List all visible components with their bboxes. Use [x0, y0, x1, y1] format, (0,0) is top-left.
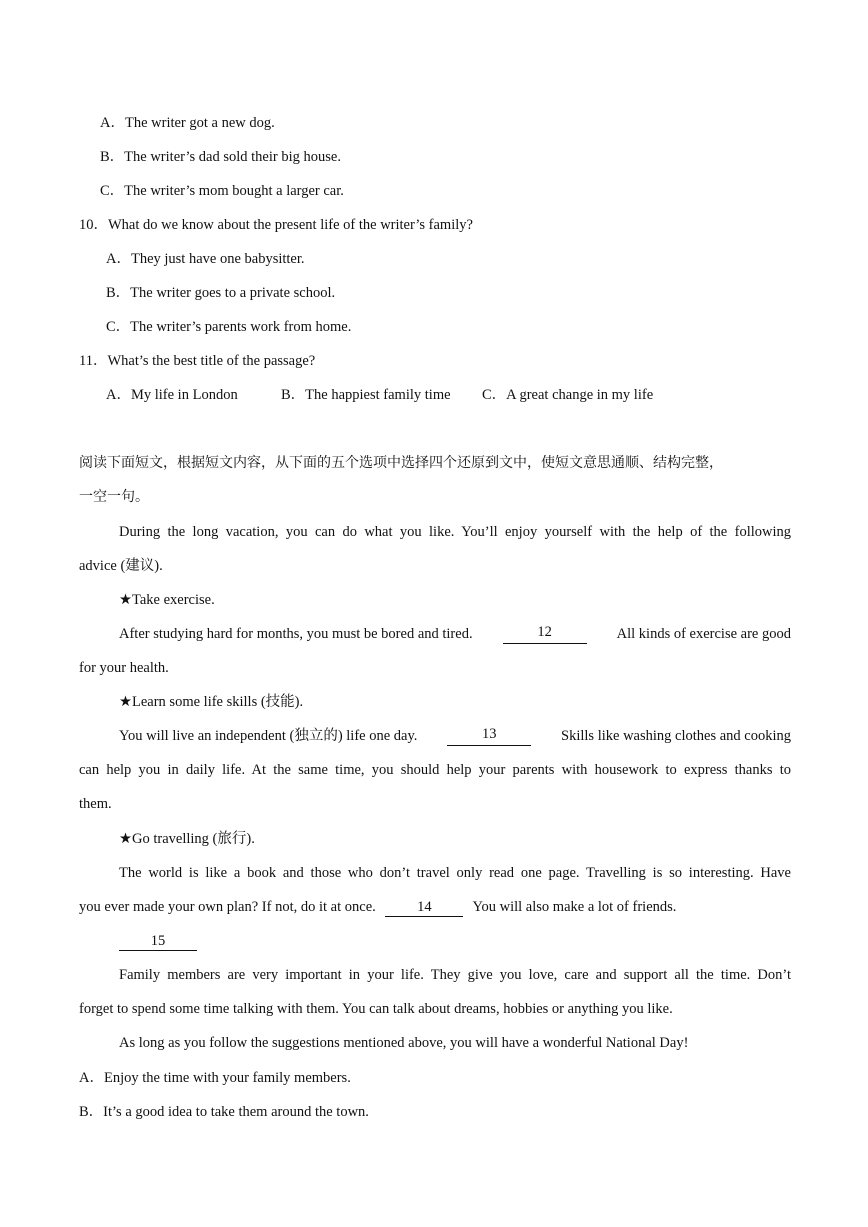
- q10-option-c: C．The writer’s parents work from home.: [106, 319, 352, 335]
- heading-blank-15: [119, 931, 197, 951]
- heading-go-travelling: ★Go travelling (旅行).: [119, 831, 255, 847]
- heading-life-skills: ★Learn some life skills (技能).: [119, 694, 304, 710]
- blank-12: 12: [503, 624, 587, 644]
- paragraph-3-text-before: you ever made your own plan? If not, do it at once.: [79, 899, 376, 915]
- q9-option-a: A．The writer got a new dog.: [100, 115, 275, 131]
- closing-sentence: As long as you follow the suggestions mentioned above, you will have a wonderful National Day!: [119, 1035, 689, 1051]
- paragraph-1-line-1: [119, 624, 791, 644]
- instructions-line-2: 一空一句。: [79, 489, 149, 505]
- paragraph-1-line-2: for your health.: [79, 660, 169, 676]
- paragraph-2-text-before: You will live an independent (独立的) life one day.: [119, 728, 418, 744]
- q11-option-b: B．The happiest family time: [281, 387, 451, 403]
- q10-option-a: A．They just have one babysitter.: [106, 251, 305, 267]
- answer-option-a: A．Enjoy the time with your family members.: [79, 1070, 351, 1086]
- paragraph-4-line-2: forget to spend some time talking with them. You can talk about dreams, hobbies or anything you like.: [79, 1001, 673, 1017]
- paragraph-3-text-after: You will also make a lot of friends.: [472, 899, 677, 915]
- paragraph-2-text-after: Skills like washing clothes and cooking: [561, 728, 791, 744]
- paragraph-1-text-after: All kinds of exercise are good: [616, 626, 791, 642]
- instructions-line-1: 阅读下面短文，根据短文内容，从下面的五个选项中选择四个还原到文中，使短文意思通顺、结构完整，: [79, 455, 723, 471]
- q9-option-c: C．The writer’s mom bought a larger car.: [100, 183, 344, 199]
- passage-intro-line-1: During the long vacation, you can do what you like. You’ll enjoy yourself with the help of the following: [119, 524, 791, 540]
- paragraph-1-text-before: After studying hard for months, you must be bored and tired.: [119, 626, 473, 642]
- q10-stem: 10．What do we know about the present life of the writer’s family?: [79, 217, 473, 233]
- q11-option-c: C．A great change in my life: [482, 387, 654, 403]
- blank-15: 15: [119, 933, 197, 951]
- q10-option-b: B．The writer goes to a private school.: [106, 285, 336, 301]
- blank-14: 14: [385, 899, 463, 917]
- paragraph-2-line-1: [119, 726, 791, 746]
- q11-option-a: A．My life in London: [106, 387, 238, 403]
- answer-option-b: B．It’s a good idea to take them around the town.: [79, 1104, 369, 1120]
- paragraph-4-line-1: Family members are very important in your life. They give you love, care and support all the time. Don’t: [119, 967, 791, 983]
- passage-intro-line-2: advice (建议).: [79, 558, 163, 574]
- blank-13: 13: [447, 726, 531, 746]
- paragraph-3-line-1: The world is like a book and those who don’t travel only read one page. Travelling is so interesting. Have: [119, 865, 791, 881]
- paragraph-2-line-2: can help you in daily life. At the same time, you should help your parents with housework to express thanks to: [79, 762, 791, 778]
- paragraph-3-line-2: [79, 897, 676, 917]
- q11-stem: 11．What’s the best title of the passage?: [79, 353, 316, 369]
- q9-option-b: B．The writer’s dad sold their big house.: [100, 149, 341, 165]
- heading-take-exercise: ★Take exercise.: [119, 592, 215, 608]
- paragraph-2-line-3: them.: [79, 796, 112, 812]
